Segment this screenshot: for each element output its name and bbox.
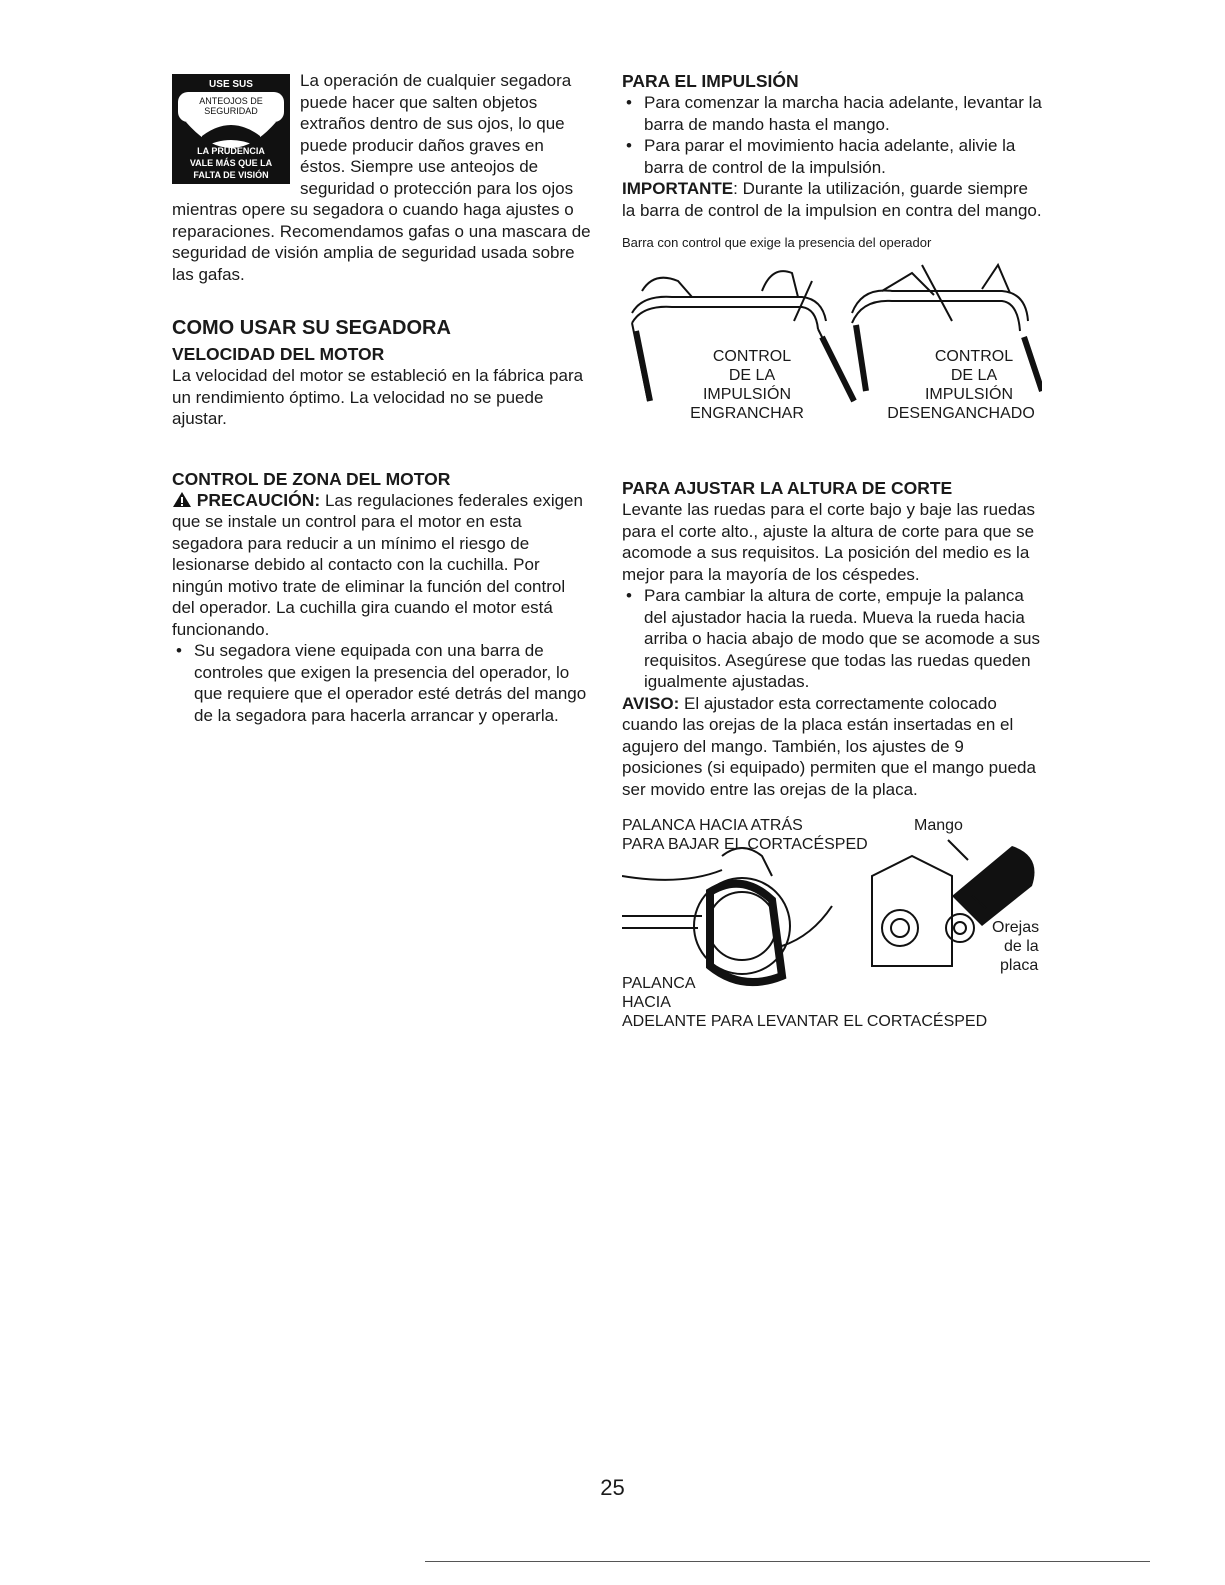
drive-heading: PARA EL IMPULSIÓN — [622, 71, 799, 91]
label-lever-front-3: ADELANTE PARA LEVANTAR EL CORTACÉSPED — [622, 1013, 988, 1030]
engine-speed-text: La velocidad del motor se estableció en la fábrica para un rendimiento óptimo. La velocidad no se puede ajustar. — [172, 366, 584, 428]
operator-bar-figure — [622, 251, 1042, 431]
bullet-dot: • — [176, 641, 182, 660]
notice-paragraph — [622, 693, 1042, 801]
badge-bottom-label-3: FALTA DE VISIÓN — [193, 170, 269, 180]
warning-icon — [172, 491, 192, 508]
height-intro: Levante las ruedas para el corte bajo y baje las ruedas para el corte alto., ajuste la altura de corte para que se acomode a sus requisitos. La posición del medio es la mejor para la mayoría de los céspedes. — [622, 500, 1035, 584]
footer-divider — [425, 1561, 1150, 1562]
bullet-dot: • — [626, 136, 632, 155]
label-left-engage: ENGRANCHAR — [690, 405, 804, 422]
label-right-disengaged: DESENGANCHADO — [887, 405, 1035, 422]
list-item — [172, 640, 592, 726]
left-column — [172, 70, 592, 726]
right-column — [622, 70, 1042, 1036]
badge-middle-label: ANTEOJOS DE SEGURIDAD — [199, 96, 263, 116]
label-ears-1: Orejas — [992, 919, 1040, 936]
bullet-text: Su segadora viene equipada con una barra de controles que exigen la presencia del operador, lo que requiere que el operador esté detrás del mango de la segadora para hacerla arrancar y operarla. — [194, 641, 587, 725]
safety-glasses-icon — [172, 74, 290, 184]
page-number: 25 — [600, 1475, 625, 1500]
badge-top-label: USE SUS — [209, 79, 253, 90]
important-label: IMPORTANTE — [622, 179, 734, 198]
operator-bar-caption: Barra con control que exige la presencia del operador — [622, 235, 932, 250]
engine-zone-heading: CONTROL DE ZONA DEL MOTOR — [172, 468, 451, 489]
list-item — [622, 585, 1042, 693]
label-left-control: CONTROL — [712, 348, 792, 365]
label-handle: Mango — [914, 817, 963, 834]
label-ears-2: de la — [1004, 938, 1039, 955]
label-right-impulsion: IMPULSIÓN — [924, 386, 1013, 403]
bullet-text: Para comenzar la marcha hacia adelante, levantar la barra de mando hasta el mango. — [644, 93, 1042, 134]
label-lever-front-2: HACIA — [622, 994, 671, 1011]
caution-label: PRECAUCIÓN: — [196, 489, 321, 510]
section-title-how-to-use: COMO USAR SU SEGADORA — [172, 317, 451, 339]
caution-paragraph — [172, 490, 592, 641]
bullet-text: Para parar el movimiento hacia adelante, alivie la barra de control de la impulsión. — [644, 136, 1016, 177]
badge-bottom-label-2: VALE MÁS QUE LA — [189, 158, 273, 168]
important-note — [622, 178, 1042, 221]
list-item — [622, 135, 1042, 178]
bullet-dot: • — [626, 93, 632, 112]
label-left-impulsion: IMPULSIÓN — [702, 386, 791, 403]
label-ears-3: placa — [1000, 957, 1039, 974]
notice-text: El ajustador esta correctamente colocado cuando las orejas de la placa están insertadas en el agujero del mango. También, los ajustes de 9 posiciones (si equipado) permiten que el mango pueda ser movido entre las orejas de la placa. — [622, 693, 1036, 799]
safety-glasses-badge — [172, 74, 290, 184]
label-right-control: CONTROL — [934, 348, 1014, 365]
label-right-de-la: DE LA — [950, 367, 998, 384]
important-text: : Durante la utilización, guarde siempre la barra de control de la impulsion en contra del mango. — [622, 179, 1042, 220]
label-lever-back-2: PARA BAJAR EL CORTACÉSPED — [622, 836, 868, 853]
notice-label: AVISO: — [622, 693, 680, 713]
height-adjuster-figure — [622, 816, 1042, 1036]
list-item — [622, 92, 1042, 135]
label-lever-front-1: PALANCA — [622, 975, 696, 992]
badge-bottom-label-1: LA PRUDENCIA — [197, 146, 265, 156]
caution-text: Las regulaciones federales exigen que se instale un control para el motor en esta segadora para reducir a un mínimo el riesgo de lesionarse debido al contacto con la cuchilla. Por ningún motivo trate de eliminar la función del control del operador. La cuchilla gira cuando el motor está funcionando. — [172, 490, 583, 639]
intro-paragraph: La operación de cualquier segadora puede hacer que salten objetos extraños dentro de sus ojos, lo que puede producir daños graves en éstos. Siempre use anteojos de seguridad o protección para los ojos mientras opere su segadora o cuando haga ajustes o reparaciones. Recomendamos gafas o una mascara de seguridad de visión amplia de seguridad usada sobre las gafas. — [172, 71, 591, 284]
bullet-text: Para cambiar la altura de corte, empuje la palanca del ajustador hacia la rueda. Mueva la rueda hacia arriba o hacia abajo de modo que se acomode a sus requisitos. Asegúrese que todas las ruedas queden igualmente ajustadas. — [644, 586, 1040, 691]
label-lever-back-1: PALANCA HACIA ATRÁS — [622, 817, 803, 834]
bullet-dot: • — [626, 586, 632, 605]
height-heading: PARA AJUSTAR LA ALTURA DE CORTE — [622, 478, 953, 498]
label-left-de-la: DE LA — [728, 367, 776, 384]
engine-speed-heading: VELOCIDAD DEL MOTOR — [172, 344, 385, 364]
